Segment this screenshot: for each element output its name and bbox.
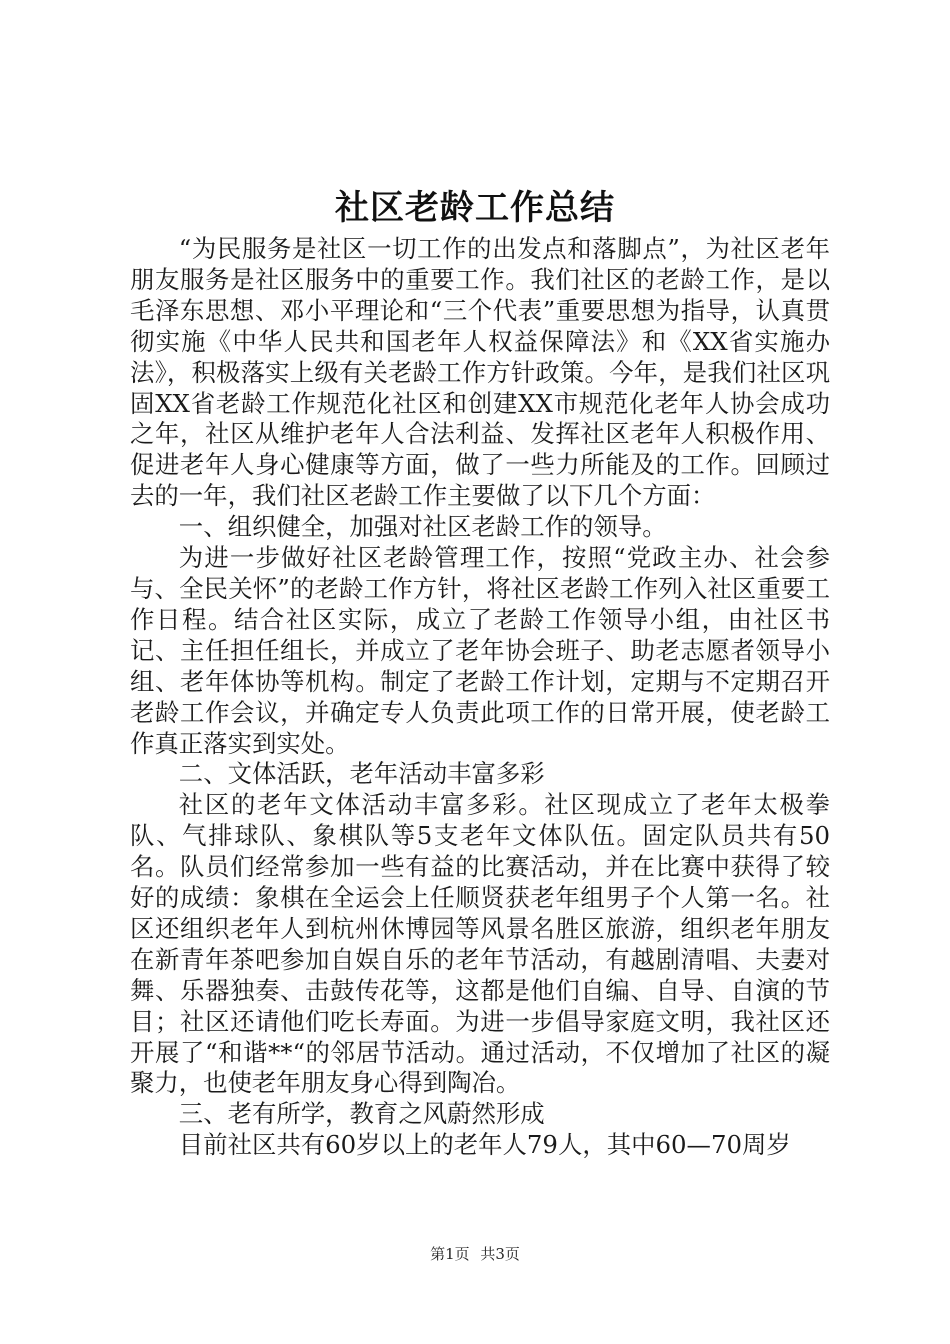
section-heading-1: 一、组织健全，加强对社区老龄工作的领导。: [178, 512, 667, 542]
paragraph-organization: 为进一步做好社区老龄管理工作，按照“党政主办、社会参与、全民关怀”的老龄工作方针，将社区老龄工作列入社区重要工作日程。结合社区实际，成立了老龄工作领导小组，由社区书记、主任担任组长，并成立了老年协会班子、助老志愿者领导小组、老年体协等机构。制定了老龄工作计划，定期与不定期召开老龄工作会议，并确定专人负责此项工作的日常开展，使老龄工作真正落实到实处。: [130, 543, 830, 758]
page-number: 第1页: [430, 1245, 470, 1263]
section-heading-2: 二、文体活跃，老年活动丰富多彩: [178, 759, 545, 789]
document-body: [130, 234, 830, 1161]
page-footer: [0, 1243, 950, 1264]
paragraph-education: 目前社区共有60岁以上的老年人79人，其中60—70周岁: [178, 1130, 791, 1160]
document-title: 社区老龄工作总结: [335, 188, 615, 228]
paragraph-activities: 社区的老年文体活动丰富多彩。社区现成立了老年太极拳队、气排球队、象棋队等5支老年文体队伍。固定队员共有50名。队员们经常参加一些有益的比赛活动，并在比赛中获得了较好的成绩：象棋在全运会上任顺贤获老年组男子个人第一名。社区还组织老年人到杭州休博园等风景名胜区旅游，组织老年朋友在新青年茶吧参加自娱自乐的老年节活动，有越剧清唱、夫妻对舞、乐器独奏、击鼓传花等，这都是他们自编、自导、自演的节目；社区还请他们吃长寿面。为进一步倡导家庭文明，我社区还开展了“和谐**“的邻居节活动。通过活动，不仅增加了社区的凝聚力，也使老年朋友身心得到陶冶。: [130, 790, 830, 1098]
paragraph-intro: “为民服务是社区一切工作的出发点和落脚点”，为社区老年朋友服务是社区服务中的重要工作。我们社区的老龄工作，是以毛泽东思想、邓小平理论和“三个代表”重要思想为指导，认真贯彻实施《中华人民共和国老年人权益保障法》和《XX省实施办法》，积极落实上级有关老龄工作方针政策。今年，是我们社区巩固XX省老龄工作规范化社区和创建XX市规范化老年人协会成功之年，社区从维护老年人合法利益、发挥社区老年人积极作用、促进老年人身心健康等方面，做了一些力所能及的工作。回顾过去的一年，我们社区老龄工作主要做了以下几个方面：: [130, 234, 830, 511]
section-heading-3: 三、老有所学，教育之风蔚然形成: [178, 1099, 545, 1129]
page-total: 共3页: [480, 1245, 520, 1263]
